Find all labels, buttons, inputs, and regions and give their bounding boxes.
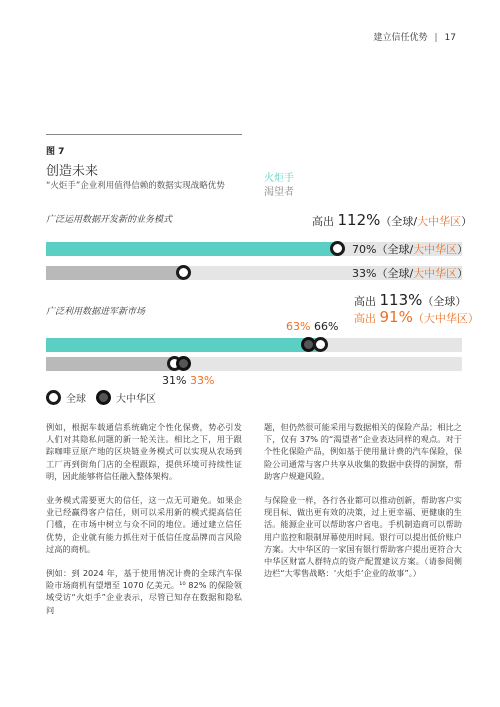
chart2-callout-global-text: （全球） xyxy=(422,295,467,308)
page-number: 17 xyxy=(444,33,456,43)
body-right-para-2: 与保险业一样，各行各业都可以推动创新，帮助客户实现目标、做出更有效的决策，过上更幸福、更健康的生活。能源企业可以帮助客户省电。手机制造商可以帮助用户监控和限制屏幕使用时间。银行可以提出低价账户方案。大中华区的一家国有银行帮助客户提出更符合大中华区财富人群特点的资产配置建议方案。（请参阅侧边栏“大零售战略：‘火炬手’企业的故事”。） xyxy=(264,495,462,579)
body-left-para-2: 业务模式需要更大的信任，这一点无可避免。如果企业已经赢得客户信任，则可以采用新的模式提高信任门槛，在市场中树立与众不同的地位。通过建立信任优势，企业就有能力抓住对于低信任度品牌而言风险过高的商机。 xyxy=(46,495,242,554)
chart1-label-aspirant xyxy=(352,265,468,281)
chart1-label1-region: 大中华区 xyxy=(413,243,458,256)
chart1-title: 广泛运用数据开发新的业务模式 xyxy=(46,215,173,225)
chart2-callout-global-value: 113% xyxy=(379,291,423,309)
chart2-callout-global-prefix: 高出 xyxy=(354,295,380,308)
figure-label: 图 7 xyxy=(46,147,65,157)
legend-global-label: 全球 xyxy=(66,394,86,405)
chart1-marker-torchbearer xyxy=(330,241,345,256)
bottom-legend xyxy=(46,390,166,405)
chart2-callout-china-prefix: 高出 xyxy=(354,312,380,325)
figure-divider xyxy=(46,134,242,135)
chart2-bar-aspirant xyxy=(46,357,175,371)
legend-global xyxy=(46,390,86,405)
chart2-title: 广泛利用数据进军新市场 xyxy=(46,307,146,317)
chart2-callout-china-text: （大中华区） xyxy=(412,312,479,325)
chart1-label2-suffix: ） xyxy=(457,267,469,280)
legend-china xyxy=(96,390,156,405)
chart1-callout-suffix: ） xyxy=(461,215,473,228)
legend-global-marker xyxy=(46,390,61,405)
chart2-marker-aspirant-china xyxy=(176,356,191,371)
chart2-bar-torchbearer xyxy=(46,338,321,352)
header-separator: | xyxy=(434,33,438,43)
chart1-label2-region: 大中华区 xyxy=(413,267,458,280)
chart1-callout-text: （全球/ xyxy=(380,215,418,228)
chart1-callout xyxy=(312,210,472,229)
chart2-tb-global-label: 66% xyxy=(313,320,339,333)
chart2-marker-torchbearer-global xyxy=(313,337,328,352)
body-right-para-1: 题，但仍然很可能采用与数据相关的保险产品；相比之下，仅有 37% 的“渴望者”企业表达同样的观点。对于个性化保险产品，例如基于使用量计费的汽车保险，保险公司通常与客户共享从收集的数据中获得的洞察，帮助客户规避风险。 xyxy=(264,422,462,481)
top-legend xyxy=(264,172,294,200)
chart1-label-torchbearer xyxy=(352,241,468,257)
body-right-column xyxy=(264,421,462,591)
figure-title: 创造未来 xyxy=(46,164,99,179)
chart1-bar-torchbearer xyxy=(46,242,337,256)
chart1-label1-suffix: ） xyxy=(457,243,469,256)
legend-china-marker xyxy=(96,390,111,405)
chart2-tb-china-label: 63% xyxy=(286,320,311,333)
running-header xyxy=(373,30,456,43)
chart1-label2-prefix: 33%（全球/ xyxy=(352,267,414,280)
chart2-callout-china xyxy=(354,307,479,326)
chart2-as-china-label: 33% xyxy=(189,374,215,387)
chart1-callout-region: 大中华区 xyxy=(417,215,462,228)
chart2-as-global-label: 31% xyxy=(162,374,187,387)
body-left-para-3: 例如：到 2024 年，基于使用情况计费的全球汽车保险市场商机有望增至 1070 亿美元。¹⁰ 82% 的保险领域受访“火炬手”企业表示，尽管已知存在数据和隐私问 xyxy=(46,568,242,615)
chart1-marker-aspirant xyxy=(176,265,191,280)
header-section-title: 建立信任优势 xyxy=(373,33,428,43)
chart2-callout-china-value: 91% xyxy=(379,308,413,326)
chart1-callout-prefix: 高出 xyxy=(312,215,338,228)
chart1-callout-value: 112% xyxy=(337,211,381,229)
chart2-bottom-values xyxy=(162,374,214,387)
legend-torchbearer: 火炬手 xyxy=(264,173,294,184)
chart1-label1-prefix: 70%（全球/ xyxy=(352,243,414,256)
legend-china-label: 大中华区 xyxy=(116,394,156,405)
body-left-column xyxy=(46,421,242,628)
figure-subtitle: “火炬手”企业利用值得信赖的数据实现战略优势 xyxy=(46,181,225,191)
chart2-top-values xyxy=(286,320,338,333)
chart1-bar-aspirant xyxy=(46,266,183,280)
body-left-para-1: 例如，根据车载通信系统确定个性化保费，势必引发人们对其隐私问题的新一轮关注。相比之下，用于跟踪咖啡豆原产地的区块链业务模式可以实现从农场到工厂再到街角门店的全程跟踪，提供环境可持续性证明，因此能够将信任融入整体架构。 xyxy=(46,422,242,481)
legend-aspirant: 渴望者 xyxy=(264,187,294,198)
